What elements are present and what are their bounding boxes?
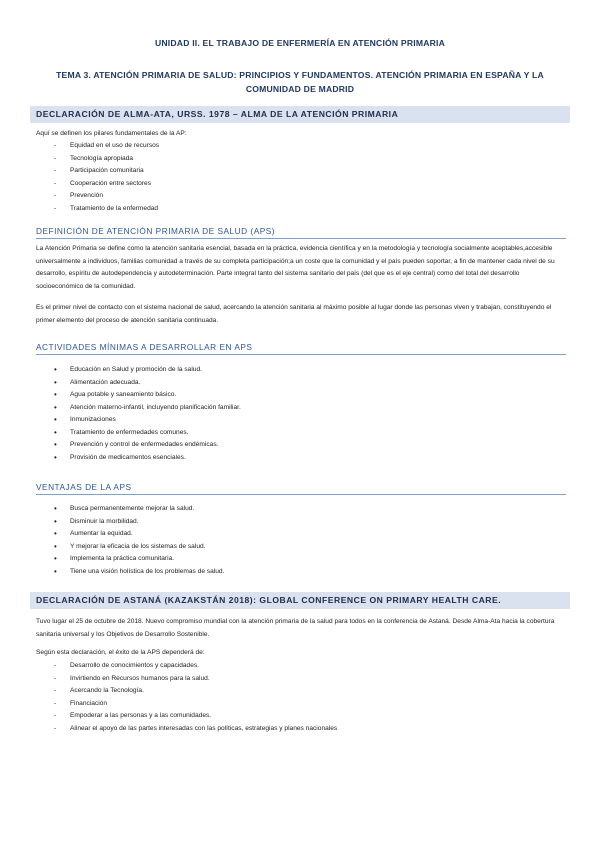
definicion-paragraph-1: La Atención Primaria se define como la atención sanitaria esencial, basada en la práctica, evidencia científica y en la metodología y tecnología socialmente aceptables,accesible universalmente a individuos, familias comunidad a través de su completa participación;a un coste que la comunidad y el país pueden soportar, a fin de mantener cada nivel de su desarrollo, espíritu de autodependencia y autodeterminación. Parte integral tanto del sistema sanitario del país (del que es el eje central) como del total del desarrollo socioeconómico de la comunidad. [36, 245, 555, 290]
list-item: - Equidad en el uso de recursos [36, 140, 566, 153]
ventajas-heading: VENTAJAS DE LA APS [36, 481, 566, 495]
list-item: • Tiene una visión holística de los problemas de salud. [36, 566, 566, 579]
astana-heading: DECLARACIÓN DE ASTANÁ (KAZAKSTÁN 2018): GLOBAL CONFERENCE ON PRIMARY HEALTH CARE. [30, 592, 570, 609]
unit-title: UNIDAD II. EL TRABAJO DE ENFERMERÍA EN ATENCIÓN PRIMARIA [154, 38, 446, 48]
list-item: • Tratamiento de enfermedades comunes. [36, 427, 566, 440]
list-item: • Implementa la práctica comunitaria. [36, 553, 566, 566]
astana-paragraph: Tuvo lugar el 25 de octubre de 2018. Nuevo compromiso mundial con la atención primaria de la salud para todos en la conferencia de Astaná. Desde Alma-Ata hacia la cobertura sanitaria universal y los Objetivos de Desarrollo Sostenible. [36, 618, 555, 638]
list-item: • Aumentar la equidad. [36, 528, 566, 541]
list-item: • Provisión de medicamentos esenciales. [36, 452, 566, 465]
list-item: • Inmunizaciones [36, 414, 566, 427]
actividades-list [36, 364, 566, 464]
list-item: • Y mejorar la eficacia de los sistemas de salud. [36, 541, 566, 554]
astana-success-list [36, 660, 566, 735]
definicion-paragraph-2: Es el primer nivel de contacto con el sistema nacional de salud, acercando la atención sanitaria al máximo posible al lugar donde las personas viven y trabajan, constituyendo el primer elemento del proceso de atención sanitaria continuada. [36, 304, 552, 324]
astana-intro: Según esta declaración, el éxito de la APS dependerá de: [36, 649, 205, 656]
list-item: • Busca permanentemente mejorar la salud. [36, 503, 566, 516]
list-item: - Empoderar a las personas y a las comunidades. [36, 710, 566, 723]
topic-title: TEMA 3. ATENCIÓN PRIMARIA DE SALUD: PRINCIPIOS Y FUNDAMENTOS. ATENCIÓN PRIMARIA EN ESPAÑA Y LA COMUNIDAD DE MADRID [56, 70, 544, 94]
list-item: • Disminuir la morbilidad. [36, 516, 566, 529]
alma-ata-heading: DECLARACIÓN DE ALMA-ATA, URSS. 1978 – ALMA DE LA ATENCIÓN PRIMARIA [30, 106, 570, 123]
list-item: - Participación comunitaria [36, 165, 566, 178]
list-item: - Invirtiendo en Recursos humanos para la salud. [36, 673, 566, 686]
definicion-heading: DEFINICIÓN DE ATENCIÓN PRIMARIA DE SALUD (APS) [36, 225, 566, 239]
list-item: - Prevención [36, 190, 566, 203]
list-item: • Educación en Salud y promoción de la salud. [36, 364, 566, 377]
alma-ata-pillars-list [36, 140, 566, 215]
ventajas-list [36, 503, 566, 578]
list-item: - Desarrollo de conocimientos y capacidades. [36, 660, 566, 673]
list-item: - Cooperación entre sectores [36, 178, 566, 191]
list-item: • Agua potable y saneamiento básico. [36, 389, 566, 402]
list-item: - Acercando la Tecnología. [36, 685, 566, 698]
list-item: - Alinear el apoyo de las partes interesadas con las políticas, estrategias y planes nacionales [36, 723, 566, 736]
list-item: - Tratamiento de la enfermedad [36, 203, 566, 216]
actividades-heading: ACTIVIDADES MÍNIMAS A DESARROLLAR EN APS [36, 341, 566, 355]
list-item: - Financiación [36, 698, 566, 711]
list-item: • Prevención y control de enfermedades endémicas. [36, 439, 566, 452]
list-item: • Atención materno-infantil, incluyendo planificación familiar. [36, 402, 566, 415]
list-item: • Alimentación adecuada. [36, 377, 566, 390]
list-item: - Tecnología apropiada [36, 153, 566, 166]
alma-ata-intro: Aquí se definen los pilares fundamentales de la AP: [36, 130, 187, 137]
